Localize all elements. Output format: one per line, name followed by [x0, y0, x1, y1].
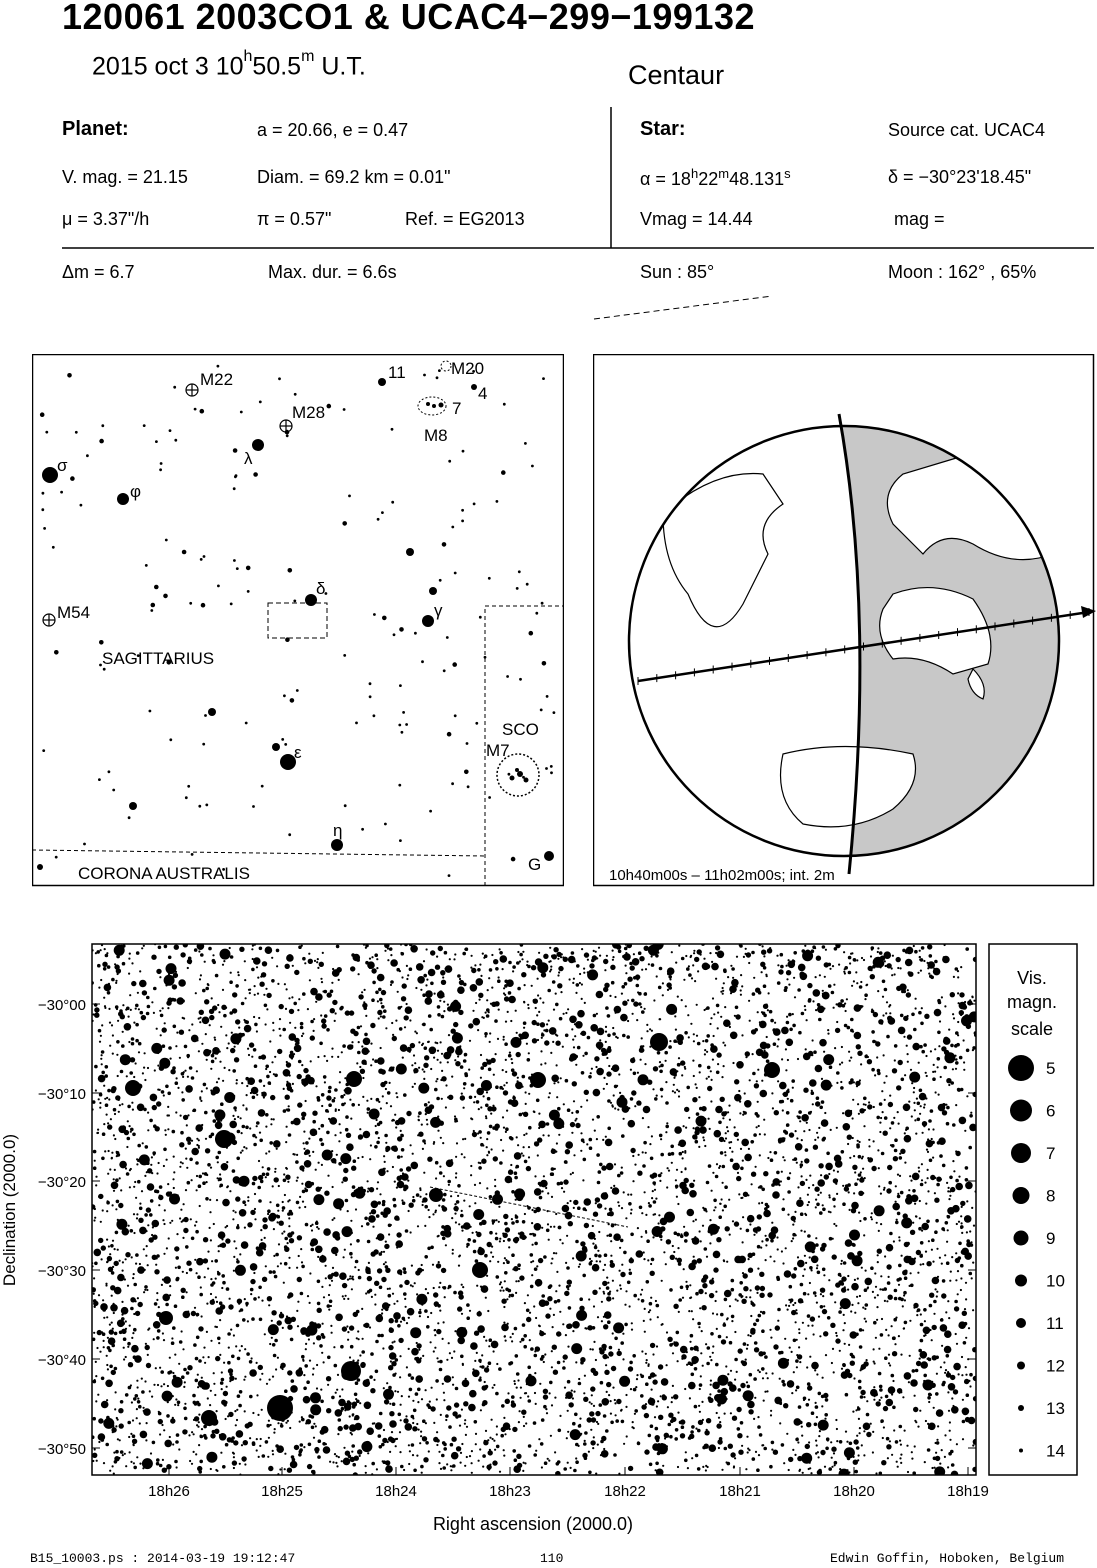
label-7: 7	[452, 399, 462, 418]
label-m7: M7	[486, 741, 510, 760]
label-m28: M28	[292, 403, 326, 422]
scale-label: 7	[1046, 1144, 1056, 1163]
globe-panel	[593, 354, 1096, 887]
planet-ref: Ref. = EG2013	[405, 209, 525, 229]
label-corona-australis: CORONA AUSTRALIS	[78, 864, 250, 883]
star-source: Source cat. UCAC4	[888, 120, 1046, 140]
planet-heading: Planet:	[62, 118, 129, 140]
scale-label: 6	[1046, 1101, 1056, 1121]
footer-file: B15_10003.ps : 2014-03-19 19:12:47	[30, 1551, 296, 1566]
scale-dot	[1010, 1100, 1032, 1122]
label-11: 11	[388, 363, 406, 382]
scale-label: 14	[1046, 1441, 1065, 1461]
scale-label: 10	[1046, 1271, 1065, 1291]
ra-tick-label: 18h20	[833, 1483, 875, 1500]
label-phi: φ	[130, 482, 142, 501]
footer-author: Edwin Goffin, Hoboken, Belgium	[830, 1551, 1065, 1566]
scale-label: 9	[1046, 1229, 1056, 1248]
scale-label: 5	[1046, 1059, 1056, 1078]
delta-mag: Δm = 6.7	[62, 262, 135, 282]
label-gamma: γ	[434, 601, 443, 620]
label-lambda: λ	[244, 449, 253, 468]
ra-tick-label: 18h22	[604, 1483, 646, 1500]
label-m8: M8	[424, 426, 448, 445]
moon-elongation: Moon : 162° , 65%	[888, 262, 1037, 282]
label-sigma: σ	[57, 456, 68, 475]
ra-tick-label: 18h24	[375, 1483, 417, 1500]
scale-dot	[1014, 1231, 1029, 1246]
ra-tick-label: 18h26	[148, 1483, 190, 1500]
label-m54: M54	[57, 603, 91, 622]
scale-title-3: scale	[1010, 1019, 1054, 1039]
footer-page: 110	[540, 1551, 564, 1566]
scale-title-1: Vis.	[1017, 968, 1047, 988]
scale-label: 11	[1046, 1314, 1064, 1333]
scale-label: 13	[1046, 1399, 1065, 1418]
star-dec: δ = −30°23'18.45"	[888, 167, 1032, 187]
dec-tick-label: −30°20	[37, 1174, 86, 1191]
label-sagittarius: SAGITTARIUS	[102, 649, 215, 668]
max-duration: Max. dur. = 6.6s	[268, 262, 397, 282]
scale-label: 12	[1046, 1356, 1065, 1376]
label-delta: δ	[316, 579, 326, 598]
scale-dot	[1019, 1449, 1023, 1453]
dec-tick-label: −30°30	[37, 1263, 86, 1280]
label-eta: η	[333, 821, 343, 840]
label-4: 4	[478, 384, 488, 403]
ra-axis-label: Right ascension (2000.0)	[432, 1514, 634, 1534]
ra-tick-label: 18h25	[261, 1483, 303, 1500]
dec-axis-label: Declination (2000.0)	[0, 1133, 19, 1287]
scale-dot	[1011, 1143, 1031, 1163]
dec-tick-label: −30°10	[37, 1086, 86, 1103]
scale-dot	[1017, 1362, 1025, 1370]
planet-vmag: V. mag. = 21.15	[62, 167, 188, 187]
detailed-star-map	[0, 940, 1097, 1540]
finder-chart	[32, 354, 564, 887]
planet-orbit: a = 20.66, e = 0.47	[257, 120, 409, 140]
globe-caption: 10h40m00s – 11h02m00s; int. 2m	[609, 867, 835, 884]
dec-tick-label: −30°50	[37, 1441, 86, 1458]
event-date: 2015 oct 3 10$^h$50.5$^m$ U.T.	[92, 48, 366, 81]
star-sigma	[42, 467, 58, 483]
planet-diam: Diam. = 69.2 km = 0.01"	[257, 167, 451, 187]
star-ra: $\alpha = 18^h22^m48.131^s$	[640, 166, 791, 189]
planet-pi: π = 0.57"	[257, 209, 332, 229]
scale-dot	[1015, 1275, 1027, 1287]
scale-dot	[1016, 1318, 1026, 1328]
star-vmag: Vmag = 14.44	[640, 209, 753, 229]
ra-tick-label: 18h23	[489, 1483, 531, 1500]
star-mag: mag =	[894, 209, 945, 229]
scale-dot	[1008, 1055, 1034, 1081]
label-g: G	[528, 855, 542, 874]
info-rules	[0, 0, 1097, 330]
star-heading: Star:	[640, 118, 686, 140]
label-m20: M20	[451, 359, 485, 378]
label-epsilon: ε	[294, 743, 302, 762]
label-sco: SCO	[502, 720, 539, 739]
label-m22: M22	[200, 370, 234, 389]
object-class: Centaur	[628, 60, 725, 90]
sun-elongation: Sun : 85°	[640, 262, 715, 282]
ra-tick-label: 18h21	[719, 1483, 761, 1500]
dec-tick-label: −30°00	[37, 997, 86, 1014]
event-title: 120061 2003CO1 & UCAC4−299−199132	[62, 0, 755, 37]
dec-tick-label: −30°40	[37, 1352, 86, 1369]
planet-mu: μ = 3.37"/h	[62, 209, 150, 229]
scale-dot	[1013, 1187, 1030, 1204]
ra-tick-label: 18h19	[947, 1483, 989, 1500]
scale-label: 8	[1046, 1186, 1056, 1206]
scale-title-2: magn.	[1006, 992, 1058, 1012]
scale-dot	[1018, 1405, 1024, 1411]
